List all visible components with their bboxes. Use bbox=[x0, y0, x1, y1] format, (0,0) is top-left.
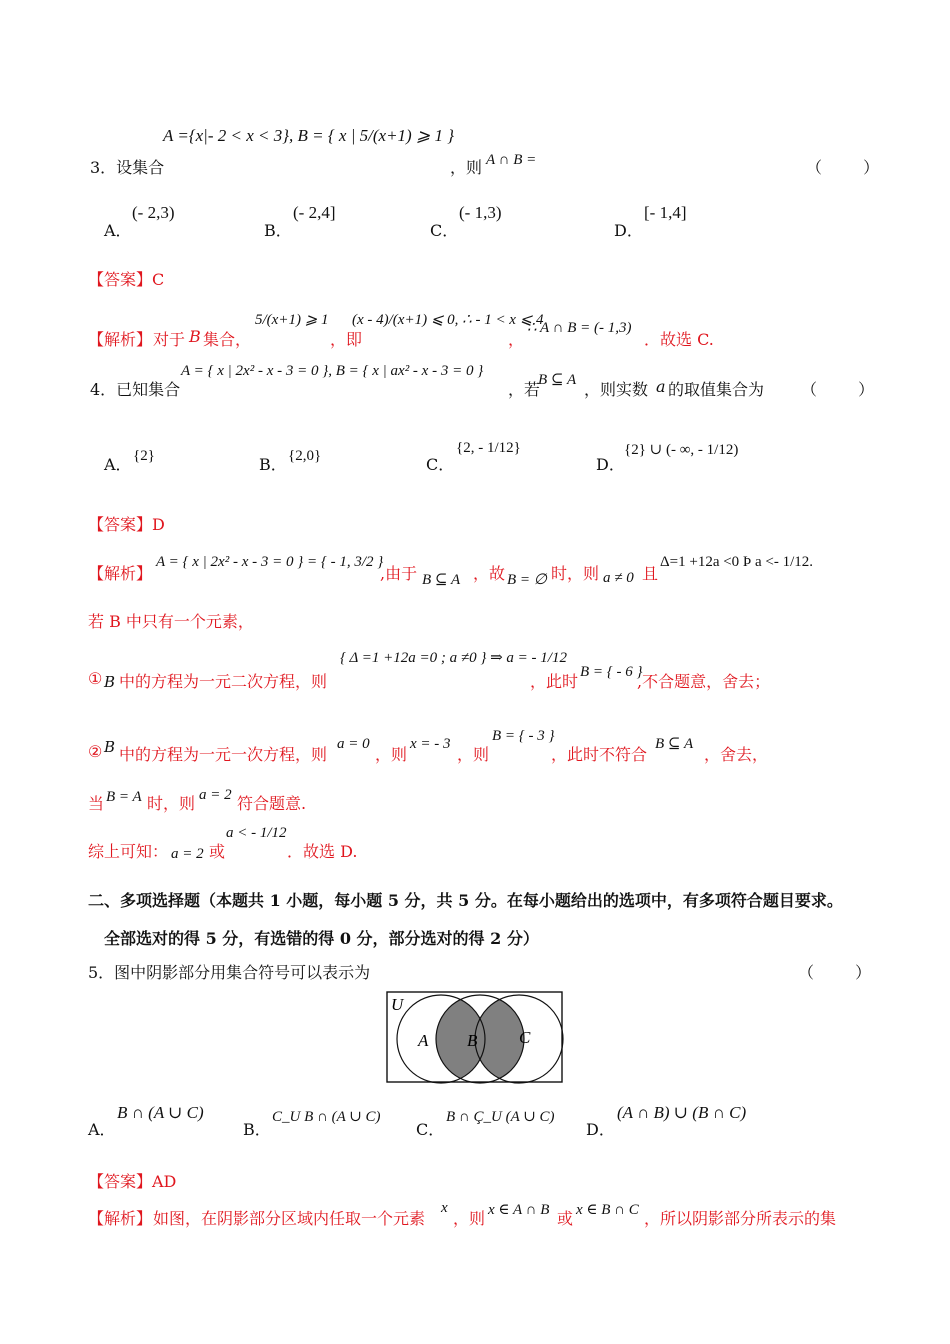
q4-cond-math: B ⊆ A bbox=[538, 372, 577, 388]
q5-analysis-label: 【解析】 bbox=[88, 1209, 153, 1228]
q4-case2-a0: a = 0 bbox=[337, 736, 370, 752]
q4-analysis-empty: B = ∅ bbox=[507, 572, 547, 588]
q5-analysis-x-in-bc: x ∈ B ∩ C bbox=[576, 1202, 639, 1218]
q4-analysis-shi: 时，则 bbox=[551, 564, 600, 583]
q3-analysis-end: ．故选 C. bbox=[644, 330, 714, 349]
q4-summary-a2: a = 2 bbox=[171, 846, 204, 862]
q3-sets-math: A ={x|- 2 < x < 3}, B = { x | 5/(x+1) ⩾ 1 } bbox=[163, 126, 454, 145]
q5-option-d: (A ∩ B) ∪ (B ∩ C) bbox=[617, 1103, 747, 1122]
q4-case1-num: ① bbox=[88, 669, 103, 688]
q4-summary-label: 综上可知： bbox=[88, 842, 169, 861]
q4-analysis-gu: ，故 bbox=[473, 564, 506, 583]
q4-analysis-label: 【解析】 bbox=[88, 564, 153, 583]
q4-cond-a: ，若 bbox=[508, 380, 541, 399]
q4-cond-b: ，则实数 bbox=[584, 380, 649, 399]
q4-case1-text: 中的方程为一元二次方程，则 bbox=[119, 672, 328, 691]
q5-analysis-x: x bbox=[441, 1200, 448, 1216]
q4-summary-end: ．故选 D. bbox=[287, 842, 358, 861]
q4-case3-a2: a = 2 bbox=[199, 787, 232, 803]
q4-case3-ok: 符合题意. bbox=[237, 794, 307, 813]
q5-analysis-or: 或 bbox=[557, 1209, 574, 1228]
venn-label-a: A bbox=[418, 1031, 429, 1050]
q4-analysis-youyu: ,由于 bbox=[380, 564, 418, 583]
section2-heading-line1: 二、多项选择题（本题共 1 小题，每小题 5 分，共 5 分。在每小题给出的选项中，有多项符合题目要求。 bbox=[88, 891, 843, 910]
q4-case2-not: ，此时不符合 bbox=[551, 745, 648, 764]
q5-option-a: B ∩ (A ∪ C) bbox=[117, 1103, 204, 1122]
q4-case2-ze2: ，则 bbox=[457, 745, 490, 764]
q4-a-var: a bbox=[656, 377, 666, 396]
q3-analysis-fraction-1: 5/(x+1) ⩾ 1 bbox=[255, 312, 329, 328]
q3-analysis-text-c: 集合， bbox=[203, 330, 252, 349]
q4-analysis-set-a: A = { x | 2x² - x - 3 = 0 } = { - 1, 3/2 } bbox=[156, 554, 384, 570]
q5-option-a-letter: A． bbox=[88, 1120, 116, 1139]
q4-case2-num: ② bbox=[88, 742, 103, 761]
q4-case2-ze1: ，则 bbox=[375, 745, 408, 764]
q4-case3-shi: 时，则 bbox=[147, 794, 196, 813]
q5-option-c-letter: C． bbox=[416, 1120, 445, 1139]
q4-case1-reject: ,不合题意，舍去； bbox=[637, 672, 771, 691]
q4-option-a: {2} bbox=[133, 448, 155, 464]
q3-analysis-fraction-2: (x - 4)/(x+1) ⩽ 0, ∴ - 1 < x ⩽ 4 bbox=[352, 312, 544, 328]
q4-case1-system: { Δ =1 +12a =0 ; a ≠0 } ⇒ a = - 1/12 bbox=[340, 650, 567, 666]
q3-option-a: (- 2,3) bbox=[132, 203, 175, 222]
q3-analysis-text-a: 对于 bbox=[153, 330, 186, 349]
q4-cond-c: 的取值集合为 bbox=[668, 380, 765, 399]
q4-case2-reject: ，舍去， bbox=[704, 745, 769, 764]
q3-analysis-comma: ， bbox=[508, 330, 525, 349]
q3-option-c-letter: C． bbox=[430, 221, 459, 240]
q5-option-b-letter: B． bbox=[243, 1120, 271, 1139]
q4-analysis-subset: B ⊆ A bbox=[422, 572, 461, 588]
q4-case1-set: B = { - 6 } bbox=[580, 664, 643, 680]
q4-case2-text: 中的方程为一元一次方程，则 bbox=[119, 745, 328, 764]
q3-expr: A ∩ B = bbox=[486, 152, 537, 168]
q4-case2-b: B bbox=[104, 738, 116, 756]
q4-analysis-qie: 且 bbox=[642, 564, 659, 583]
q4-analysis-line2: 若 B 中只有一个元素， bbox=[88, 612, 254, 631]
q5-analysis-text-a: 如图，在阴影部分区域内任取一个元素 bbox=[153, 1209, 426, 1228]
q4-analysis-delta: Δ=1 +12a <0 Þ a <- 1/12. bbox=[660, 554, 814, 570]
q4-option-d: {2} ∪ (- ∞, - 1/12) bbox=[624, 442, 739, 458]
q5-answer: 【答案】AD bbox=[88, 1172, 177, 1191]
q3-option-d: [- 1,4] bbox=[644, 203, 687, 222]
q4-case1-b: B bbox=[104, 673, 116, 691]
section2-heading-line2: 全部选对的得 5 分，有选错的得 0 分，部分选对的得 2 分） bbox=[104, 929, 539, 948]
q5-answer-paren: （ ） bbox=[798, 963, 890, 982]
q3-answer: 【答案】C bbox=[88, 270, 165, 289]
q4-case3-dang: 当 bbox=[88, 794, 105, 813]
q5-analysis-ze: ，则 bbox=[453, 1209, 486, 1228]
q4-summary-ineq: a < - 1/12 bbox=[226, 825, 287, 841]
q3-analysis-label: 【解析】 bbox=[88, 330, 153, 349]
q4-answer: 【答案】D bbox=[88, 515, 165, 534]
q3-stem: 3．设集合 bbox=[90, 158, 165, 177]
q3-analysis-result: ∴ A ∩ B = (- 1,3) bbox=[527, 320, 632, 336]
q3-option-c: (- 1,3) bbox=[459, 203, 502, 222]
venn-label-u: U bbox=[391, 995, 404, 1014]
q4-option-c: {2, - 1/12} bbox=[456, 440, 521, 456]
q3-option-d-letter: D． bbox=[614, 221, 643, 240]
q4-option-a-letter: A． bbox=[104, 455, 132, 474]
q4-case3-eq: B = A bbox=[106, 789, 142, 805]
q4-analysis-a-ne-0: a ≠ 0 bbox=[603, 570, 634, 586]
q4-case2-subset: B ⊆ A bbox=[655, 736, 694, 752]
q4-option-c-letter: C． bbox=[426, 455, 455, 474]
q5-analysis-text-g: ，所以阴影部分所表示的集 bbox=[644, 1209, 837, 1228]
q5-option-b: C_U B ∩ (A ∪ C) bbox=[272, 1109, 381, 1125]
q3-option-a-letter: A． bbox=[104, 221, 132, 240]
q4-option-d-letter: D． bbox=[596, 455, 625, 474]
q3-answer-paren: （ ） bbox=[806, 158, 898, 177]
q5-venn-diagram bbox=[385, 990, 565, 1084]
q3-then: ，则 bbox=[450, 158, 483, 177]
q4-case2-x: x = - 3 bbox=[410, 736, 451, 752]
q3-analysis-ji: ，即 bbox=[330, 330, 363, 349]
q4-option-b-letter: B． bbox=[259, 455, 287, 474]
q4-summary-or: 或 bbox=[209, 842, 226, 861]
q4-case2-set: B = { - 3 } bbox=[492, 728, 555, 744]
q5-option-c: B ∩ Ç_U (A ∪ C) bbox=[446, 1109, 555, 1125]
q4-answer-paren: （ ） bbox=[801, 380, 893, 399]
q4-option-b: {2,0} bbox=[288, 448, 322, 464]
q4-sets-math: A = { x | 2x² - x - 3 = 0 }, B = { x | ax² - x - 3 = 0 } bbox=[181, 363, 484, 379]
q5-option-d-letter: D． bbox=[586, 1120, 615, 1139]
venn-label-c: C bbox=[519, 1028, 531, 1047]
q4-stem: 4．已知集合 bbox=[90, 380, 181, 399]
q4-case1-cishi: ，此时 bbox=[530, 672, 579, 691]
q5-stem: 5．图中阴影部分用集合符号可以表示为 bbox=[88, 963, 371, 982]
q3-option-b-letter: B． bbox=[264, 221, 292, 240]
venn-label-b: B bbox=[467, 1031, 478, 1050]
q3-analysis-set-b: B bbox=[189, 327, 201, 346]
q5-analysis-x-in-ab: x ∈ A ∩ B bbox=[488, 1202, 550, 1218]
q3-option-b: (- 2,4] bbox=[293, 203, 336, 222]
